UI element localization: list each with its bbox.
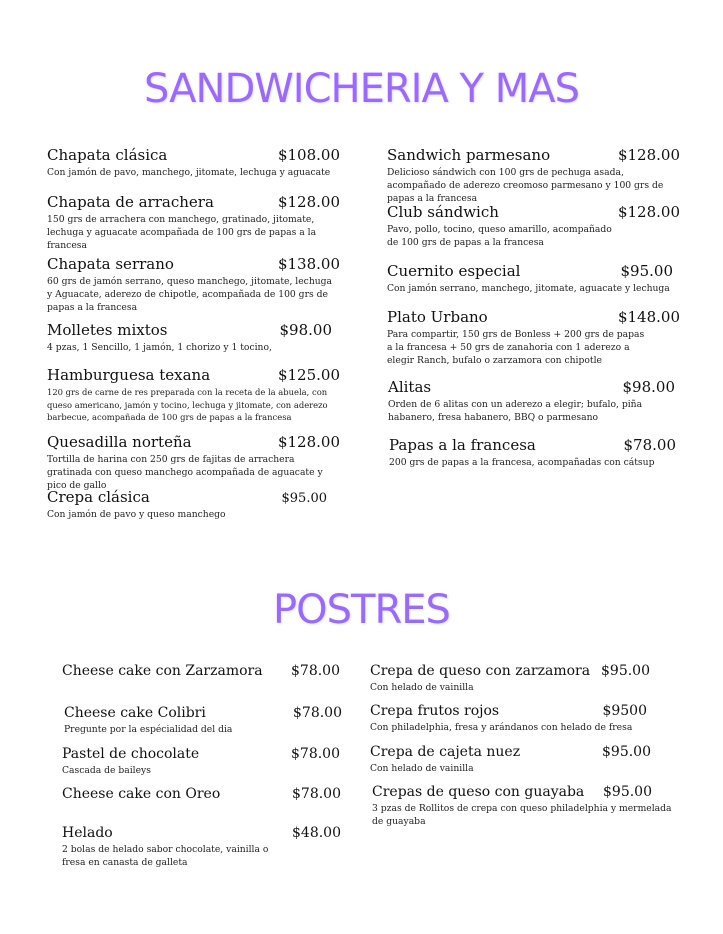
item-price: $138.00 bbox=[277, 255, 340, 273]
item-description: Orden de 6 alitas con un aderezo a elegir; bufalo, piña habanero, fresa habanero, BBQ o parmesano bbox=[388, 399, 643, 423]
item-price: $95.00 bbox=[601, 663, 650, 679]
item-price: $95.00 bbox=[620, 262, 673, 280]
menu-item bbox=[47, 488, 327, 521]
item-description: 60 grs de jamón serrano, queso manchego, jitomate, lechuga y Aguacate, aderezo de chipotle, acompañada de 100 grs de papas a la francesa bbox=[47, 276, 333, 313]
item-name: Pastel de chocolate bbox=[62, 746, 200, 762]
item-description: Pregunte por la espécialidad del dia bbox=[64, 724, 233, 735]
item-name: Crepas de queso con guayaba bbox=[372, 784, 585, 800]
item-description: Con philadelphia, fresa y arándanos con helado de fresa bbox=[370, 722, 633, 733]
menu-item bbox=[387, 262, 673, 295]
item-name: Crepa frutos rojos bbox=[370, 703, 500, 719]
item-price: $108.00 bbox=[277, 146, 340, 164]
item-name: Cuernito especial bbox=[387, 262, 521, 280]
menu-item bbox=[387, 308, 680, 367]
item-name: Cheese cake Colibri bbox=[64, 705, 206, 721]
menu-item bbox=[62, 746, 340, 777]
menu-item bbox=[47, 146, 340, 179]
item-description: Con jamón de pavo, manchego, jitomate, lechuga y aguacate bbox=[47, 167, 331, 178]
item-description: 2 bolas de helado sabor chocolate, vainilla o fresa en canasta de galleta bbox=[62, 844, 269, 868]
menu-item bbox=[387, 146, 680, 205]
item-description: Con helado de vainilla bbox=[370, 682, 474, 693]
menu-item bbox=[47, 193, 340, 252]
item-price: $128.00 bbox=[277, 193, 340, 211]
item-price: $98.00 bbox=[279, 321, 332, 339]
item-name: Chapata serrano bbox=[47, 255, 174, 273]
menu-item bbox=[370, 744, 651, 775]
item-name: Cheese cake con Oreo bbox=[62, 786, 221, 802]
item-description: 150 grs de arrachera con manchego, gratinado, jitomate, lechuga y aguacate acompañada de 100 grs de papas a la francesa bbox=[47, 214, 317, 251]
item-name: Molletes mixtos bbox=[47, 321, 168, 339]
menu-item bbox=[64, 705, 342, 736]
item-name: Club sándwich bbox=[387, 203, 499, 221]
item-description: Con jamón serrano, manchego, jitomate, aguacate y lechuga bbox=[387, 283, 670, 294]
section-title-sandwicheria: SANDWICHERIA Y MAS bbox=[144, 66, 579, 112]
menu-item bbox=[62, 786, 341, 802]
item-price: $98.00 bbox=[622, 378, 675, 396]
menu-item bbox=[370, 703, 647, 734]
menu-item bbox=[47, 321, 332, 354]
item-name: Plato Urbano bbox=[387, 308, 488, 326]
item-price: $9500 bbox=[602, 703, 647, 719]
item-name: Quesadilla norteña bbox=[47, 433, 192, 451]
menu-item bbox=[389, 436, 676, 469]
item-price: $125.00 bbox=[277, 366, 340, 384]
item-price: $78.00 bbox=[291, 663, 340, 679]
item-price: $128.00 bbox=[277, 433, 340, 451]
item-description: Para compartir, 150 grs de Bonless + 200 grs de papas a la francesa + 50 grs de zanahoria con 1 aderezo a elegir Ranch, bufalo o zarzamora con chipotle bbox=[387, 329, 645, 366]
item-price: $128.00 bbox=[617, 146, 680, 164]
item-description: 3 pzas de Rollitos de crepa con queso philadelphia y mermelada de guayaba bbox=[372, 803, 672, 827]
item-description: Tortilla de harina con 250 grs de fajitas de arrachera gratinada con queso manchego acompañada de aguacate y pico de gallo bbox=[47, 454, 323, 491]
menu-item bbox=[62, 825, 341, 869]
item-description: Con helado de vainilla bbox=[370, 763, 474, 774]
item-name: Chapata clásica bbox=[47, 146, 168, 164]
item-price: $78.00 bbox=[623, 436, 676, 454]
item-price: $78.00 bbox=[293, 705, 342, 721]
item-description: Con jamón de pavo y queso manchego bbox=[47, 509, 226, 520]
menu-item bbox=[47, 433, 340, 492]
item-description: 4 pzas, 1 Sencillo, 1 jamón, 1 chorizo y 1 tocino, bbox=[47, 342, 272, 353]
menu-item bbox=[387, 203, 680, 249]
item-price: $78.00 bbox=[292, 786, 341, 802]
item-name: Cheese cake con Zarzamora bbox=[62, 663, 263, 679]
item-description: Delicioso sándwich con 100 grs de pechuga asada, acompañado de aderezo creomoso parmesano y 100 grs de papas a la francesa bbox=[387, 167, 664, 204]
item-description: Pavo, pollo, tocino, queso amarillo, acompañado de 100 grs de papas a la francesa bbox=[387, 224, 612, 248]
item-name: Crepa de queso con zarzamora bbox=[370, 663, 591, 679]
menu-item bbox=[62, 663, 340, 679]
item-price: $95.00 bbox=[603, 784, 652, 800]
menu-item bbox=[388, 378, 675, 424]
item-name: Hamburguesa texana bbox=[47, 366, 211, 384]
item-name: Crepa de cajeta nuez bbox=[370, 744, 521, 760]
item-description: 120 grs de carne de res preparada con la receta de la abuela, con queso americano, jamón y tocino, lechuga y jitomate, con aderezo barbecue, acompañada de 100 grs de papas a la francesa bbox=[47, 387, 328, 422]
item-name: Sandwich parmesano bbox=[387, 146, 551, 164]
menu-item bbox=[370, 663, 650, 694]
item-name: Chapata de arrachera bbox=[47, 193, 214, 211]
item-price: $48.00 bbox=[292, 825, 341, 841]
item-name: Alitas bbox=[388, 378, 432, 396]
item-price: $78.00 bbox=[291, 746, 340, 762]
item-description: 200 grs de papas a la francesa, acompañadas con cátsup bbox=[389, 457, 655, 468]
item-price: $95.00 bbox=[602, 744, 651, 760]
item-description: Cascada de baileys bbox=[62, 765, 151, 776]
menu-item bbox=[372, 784, 672, 828]
item-name: Papas a la francesa bbox=[389, 436, 536, 454]
item-price: $95.00 bbox=[281, 491, 327, 506]
section-title-postres: POSTRES bbox=[273, 587, 450, 633]
item-price: $148.00 bbox=[617, 308, 680, 326]
item-name: Crepa clásica bbox=[47, 488, 150, 506]
item-price: $128.00 bbox=[617, 203, 680, 221]
menu-item bbox=[47, 255, 340, 314]
item-name: Helado bbox=[62, 825, 113, 841]
menu-item bbox=[47, 366, 340, 424]
